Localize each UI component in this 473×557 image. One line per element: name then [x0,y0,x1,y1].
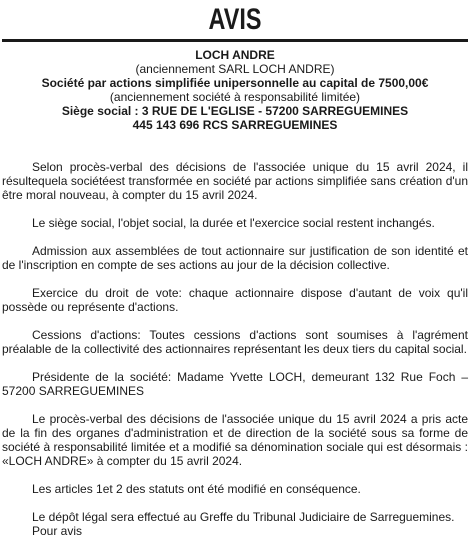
former-type: (anciennement société à responsabilité limitée) [109,90,361,104]
paragraph-voting: Exercice du droit de vote: chaque actionnaire dispose d'autant de voix qu'il possède ou représente d'actions. [2,286,468,314]
title-rule [2,39,468,42]
paragraph-filing [2,510,468,538]
company-name: LOCH ANDRE [195,48,275,62]
company-type: Société par actions simplifiée unipersonnelle au capital de 7500,00€ [41,76,429,90]
paragraph-name-change: Le procès-verbal des décisions de l'associée unique du 15 avril 2024 a pris acte de la fin des organes d'administration et de direction de la société sous sa forme de société à responsabilité limitée et a modifié sa dénomination sociale qui est désormais : «LOCH ANDRE» à compter du 15 avril 2024. [2,412,468,468]
signature-line: Pour avis [32,524,83,538]
paragraph-transfers: Cessions d'actions: Toutes cessions d'actions sont soumises à l'agrément préalable de la collectivité des actionnaires représentant les deux tiers du capital social. [2,328,468,356]
registered-office: Siège social : 3 RUE DE L'EGLISE - 57200 SARREGUEMINES [61,104,409,118]
paragraph-articles: Les articles 1et 2 des statuts ont été modifié en conséquence. [32,482,361,496]
paragraph-president: Présidente de la société: Madame Yvette LOCH, demeurant 132 Rue Foch – 57200 SARREGUEMINES [2,370,468,398]
former-name: (anciennement SARL LOCH ANDRE) [135,62,335,76]
company-header [2,48,468,132]
paragraph-admission: Admission aux assemblées de tout actionnaire sur justification de son identité et de l'inscription en compte de ses actions au jour de la décision collective. [2,244,468,272]
filing-text: Le dépôt légal sera effectué au Greffe du Tribunal Judiciaire de Sarreguemines. [32,510,455,524]
rcs-number: 445 143 696 RCS SARREGUEMINES [132,118,338,132]
notice-title: AVIS [208,3,262,36]
notice-body [2,160,468,538]
paragraph-transformation: Selon procès-verbal des décisions de l'associée unique du 15 avril 2024, il résultequela sociétéest transformée en société par actions simplifiée sans création d'un être moral nouveau, à compter du 15 avril 2024. [2,160,468,202]
paragraph-unchanged: Le siège social, l'objet social, la durée et l'exercice social restent inchangés. [32,216,435,230]
